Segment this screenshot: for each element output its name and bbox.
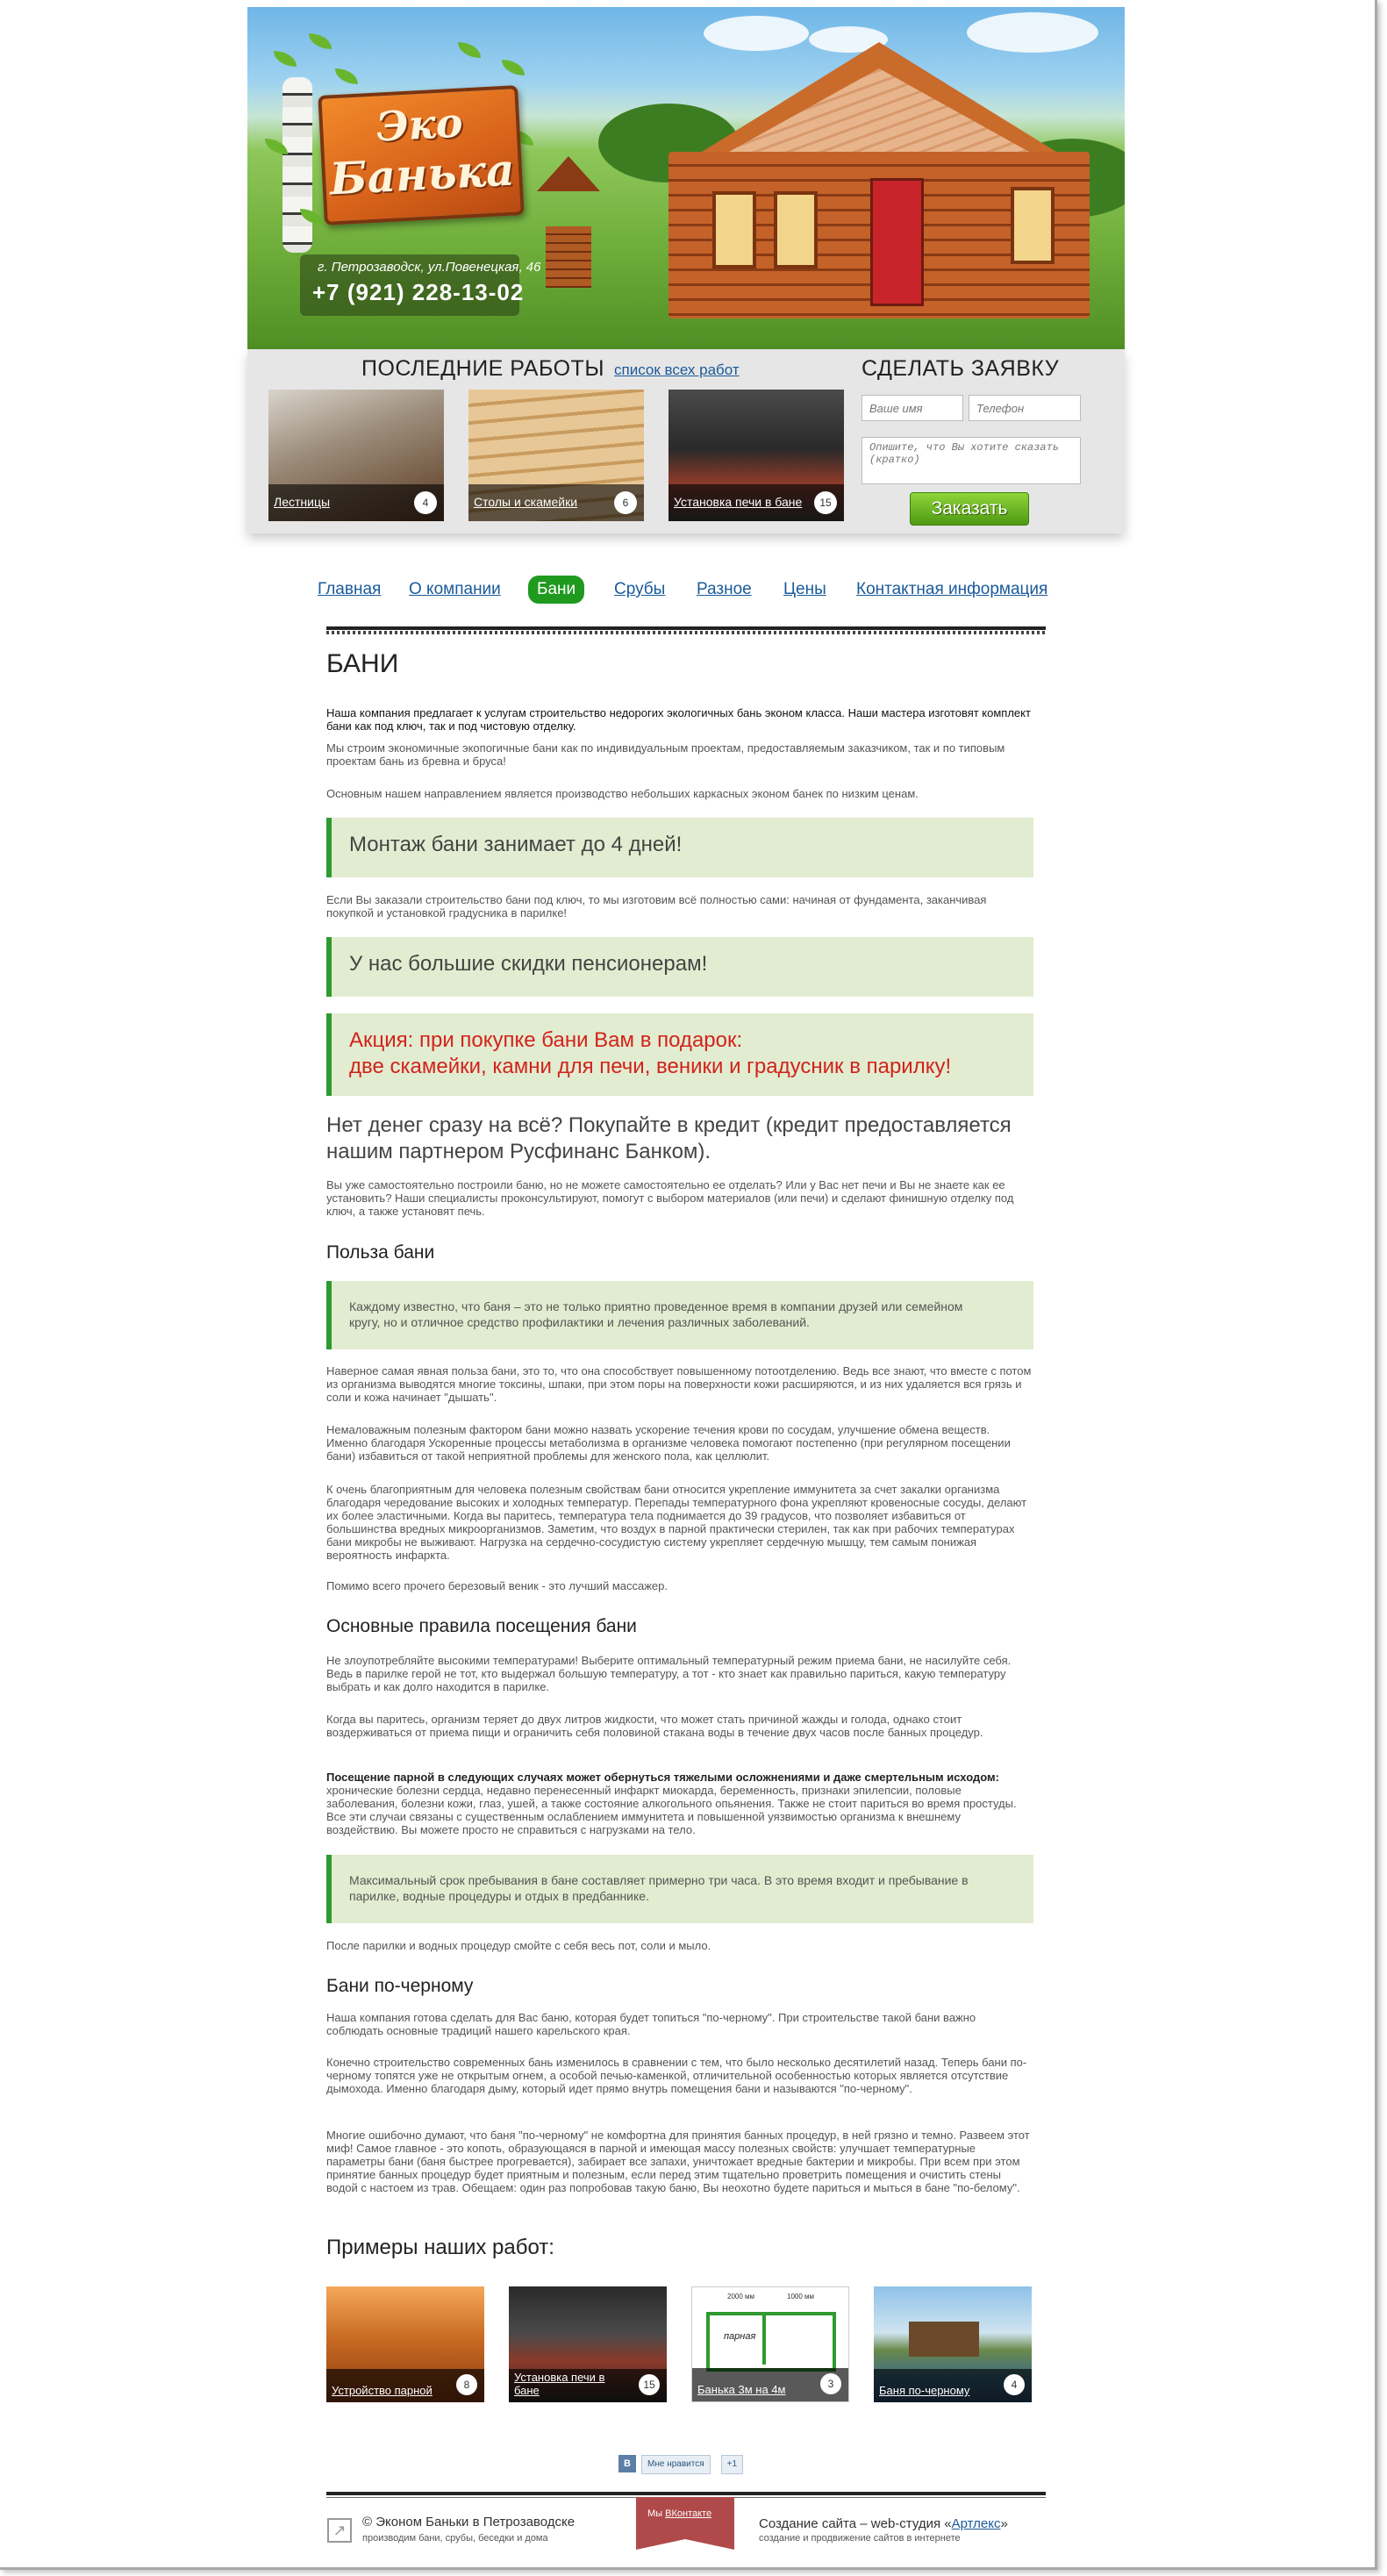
plan-room-label: парная [724, 2331, 756, 2342]
rules-paragraph: Не злоупотребляйте высокими температурами! Выберите оптимальный температурный режим приема бани, не насилуйте себя. Ведь в парилке герой не тот, кто выдержал большую температуру, а тот - кто знает как правильно париться, какую температуру выбрать и как долго находится в парилке. [326, 1654, 1012, 1693]
all-works-link[interactable]: список всех работ [614, 361, 740, 378]
leaf-icon [274, 51, 297, 67]
benefit-paragraph: Наверное самая явная польза бани, это то, что она способствует повышенному потоотделению. Ведь все знают, что вместе с потом из организма выводятся многие токсины, шпаки, при этом поры на поверхности кожи расширяются, и из них удаляется вся грязь и соли и кожа начинает "дышать". [326, 1364, 1032, 1404]
banya-house-image [660, 42, 1098, 323]
leaf-icon [502, 60, 525, 75]
example-work-card[interactable] [509, 2286, 667, 2402]
example-work-card[interactable] [874, 2286, 1032, 2402]
nav-item-about[interactable]: О компании [409, 580, 501, 598]
vk-icon: В [618, 2455, 636, 2472]
callout-text: Монтаж бани занимает до 4 дней! [349, 833, 683, 856]
info-callout [326, 818, 1033, 877]
recent-work-card[interactable] [468, 390, 644, 521]
promo-line: две скамейки, камни для печи, веники и градусник в парилку! [349, 1055, 952, 1078]
nav-item-prices[interactable]: Цены [783, 580, 826, 598]
external-arrow-icon: ↗ [327, 2518, 352, 2543]
phone-number: +7 (921) 228-13-02 [312, 279, 525, 305]
benefit-paragraph: К очень благоприятным для человека полезным свойствам бани относится укрепление иммунитета за счет закалки организма благодаря чередование высоких и холодных температур. Перепады температурного фона укрепляют кровеносные сосуды, делают их более эластичными. Когда вы паритесь, температура тела поднимается до 39 градусов, что позволяет избавиться от большинства вредных микроорганизмов. Заметим, что воздух в парной практически стерилен, так как при рабочих температурах бани микробы не выживают. Нагрузка на сердечно-сосудистую систему укрепляет сердечную мышцу, тем самым понижая вероятность инфаркта. [326, 1483, 1027, 1562]
rules-warning-bold: Посещение парной в следующих случаях может обернуться тяжелыми осложнениями и даже смертельным исходом: [326, 1771, 999, 1784]
benefit-heading: Польза бани [326, 1242, 435, 1263]
name-field[interactable] [862, 395, 963, 421]
nav-item-home[interactable]: Главная [318, 580, 382, 598]
site-logo[interactable] [318, 85, 524, 225]
benefit-paragraph: Помимо всего прочего березовый веник - это лучший массажер. [326, 1579, 668, 1592]
recent-work-card[interactable] [268, 390, 444, 521]
window-icon [1011, 187, 1055, 264]
promo-callout [326, 1013, 1033, 1096]
window-icon [712, 191, 756, 268]
benefit-callout [326, 1281, 1033, 1349]
example-work-label[interactable]: Установка печи в бане [514, 2371, 605, 2397]
turnkey-paragraph: Если Вы заказали строительство бани под ключ, то мы изготовим всё полностью сами: начиная от фундамента, заканчивая покупкой и установкой градусника в парилке! [326, 893, 987, 919]
credit-paragraph: Вы уже самостоятельно построили баню, но не можете самостоятельно ее отделать? Или у Вас нет печи и Вы не знаете как ее установить? Наши специалисты проконсультируют, помогут с выбором материалов (или печи) и сделают финишную отделку под ключ, а также установят печь. [326, 1178, 1014, 1218]
plan-dimension: 1000 мм [787, 2293, 815, 2301]
example-work-label[interactable]: Устройство парной [332, 2384, 433, 2397]
studio-link[interactable]: Артлекс [951, 2516, 1001, 2531]
black-banya-paragraph: Наша компания готова сделать для Вас баню, которая будет топиться "по-черному". При строительстве такой бани важно соблюдать основные традиций нашего карельского края. [326, 2011, 976, 2037]
examples-heading: Примеры наших работ: [326, 2236, 554, 2259]
benefit-paragraph: Немаловажным полезным фактором бани можно назвать ускорение течения крови по сосудам, улучшение обмена веществ. Именно благодаря Ускоренные процессы метаболизма в организме человека помогают постепенно (при регулярном посещении бани) избавиться от такой неприятной проблемы для женского пола, как целлюлит. [326, 1423, 1011, 1463]
rules-callout [326, 1855, 1033, 1923]
rules-heading: Основные правила посещения бани [326, 1616, 637, 1636]
footer-studio: Создание сайта – web-студия «Артлекс» [759, 2516, 1008, 2531]
photo-count-badge: 8 [456, 2374, 477, 2395]
rules-paragraph: Когда вы паритесь, организм теряет до двух литров жидкости, что может стать причиной жажды и голода, однако стоит воздерживаться от приема пищи и ограничить себя половиной стакана воды в течение двух часов после банных процедур. [326, 1713, 983, 1739]
example-work-card[interactable] [691, 2286, 849, 2402]
photo-count-badge: 3 [820, 2373, 841, 2394]
rules-warning-text: хронические болезни сердца, недавно перенесенный инфаркт миокарда, беременность, признаки эпилепсии, половые заболевания, болезни кожи, глаз, ушей, а также состояние алкогольного опьянения. Также не стоит париться во время простуды. Все эти случаи связаны с существенным ослаблением иммунитета и повышенной уязвимостью организма к внешнему воздействию. Вы можете просто не справиться с нагрузками на тело. [326, 1784, 1017, 1836]
callout-text: Каждому известно, что баня – это не только приятно проведенное время в компании друзей или семейном кругу, но и отличное средство профилактики и лечения различных заболеваний. [349, 1299, 963, 1329]
black-banya-paragraph: Конечно строительство современных бань изменилось в сравнении с тем, что было несколько десятилетий назад. Теперь бани по-черному топятся уже не открытым огнем, а особой печью-каменкой, отличительной особенностью которых является отсутствие дымохода. Именно благодаря дыму, который идет прямо внутрь помещения бани и называются "по-черному". [326, 2056, 1027, 2095]
order-title: СДЕЛАТЬ ЗАЯВКУ [862, 356, 1060, 381]
recent-work-card[interactable] [668, 390, 844, 521]
footer-divider [326, 2492, 1046, 2495]
leaf-icon [309, 33, 332, 49]
logo-line2: Банька [328, 143, 516, 205]
nav-item-misc[interactable]: Разное [697, 580, 752, 598]
message-field[interactable] [862, 437, 1081, 484]
recent-work-label[interactable]: Лестницы [274, 495, 331, 509]
callout-text: Максимальный срок пребывания в бане составляет примерно три часа. В это время входит и пребывание в парилке, водные процедуры и отдых в предбаннике. [349, 1873, 969, 1903]
recent-works-title: ПОСЛЕДНИЕ РАБОТЫ [361, 356, 604, 381]
logo-line1: Эко [375, 98, 464, 151]
page-title: БАНИ [326, 649, 399, 678]
vk-group-link[interactable]: ВКонтакте [665, 2508, 712, 2519]
intro-paragraph: Мы строим экономичные экопогичные бани как по индивидуальным проектам, предоставляемым заказчиком, так и по типовым проектам бань из бревна и бруса! [326, 741, 1005, 768]
recent-work-label[interactable]: Установка печи в бане [674, 495, 803, 509]
footer-copyright-sub: производим бани, срубы, беседки и дома [362, 2533, 548, 2544]
credit-heading: Нет денег сразу на всё? Покупайте в кредит (кредит предоставляется нашим партнером Русфинанс Банком). [326, 1113, 1012, 1163]
leaf-icon [458, 42, 481, 58]
nav-item-banya[interactable]: Бани [528, 576, 584, 604]
photo-count-badge: 4 [1004, 2374, 1025, 2395]
works-order-strip [247, 349, 1125, 533]
photo-count-badge: 15 [639, 2374, 660, 2395]
window-icon [774, 191, 818, 268]
photo-count-badge: 15 [814, 491, 837, 514]
photo-count-badge: 6 [614, 491, 637, 514]
leaf-icon [335, 68, 358, 84]
black-banya-heading: Бани по-черному [326, 1976, 474, 1996]
intro-paragraph: Основным нашем направлением является производство небольших каркасных эконом банек по низким ценам. [326, 787, 919, 800]
floor-plan-image [706, 2312, 836, 2372]
info-callout [326, 937, 1033, 997]
rules-paragraph: После парилки и водных процедур смойте с себя весь пот, соли и мыло. [326, 1939, 711, 1952]
recent-work-label[interactable]: Столы и скамейки [474, 495, 578, 509]
nav-item-log-frames[interactable]: Срубы [614, 580, 666, 598]
footer-studio-sub: создание и продвижение сайтов в интернете [759, 2533, 961, 2544]
example-work-label[interactable]: Банька 3м на 4м [697, 2383, 786, 2396]
header-banner [247, 7, 1125, 349]
social-like-bar [618, 2455, 743, 2474]
address: г. Петрозаводск, ул.Повенецкая, 46 [318, 260, 541, 275]
example-work-label[interactable]: Баня по-черному [879, 2384, 970, 2397]
intro-bold-text: Наша компания предлагает к услугам строительство недорогих экологичных бань эконом класса. Наши мастера изготовят комплект бани как под ключ, так и под чистовую отделку. [326, 706, 1031, 733]
example-work-card[interactable] [326, 2286, 484, 2402]
nav-divider-dots [326, 631, 1046, 634]
footer-copyright: © Эконом Баньки в Петрозаводске [362, 2515, 576, 2529]
nav-divider [326, 626, 1046, 630]
birch-log-image [282, 77, 312, 253]
vk-like-button[interactable]: Мне нравится [641, 2455, 711, 2474]
plus-one-button[interactable]: +1 [721, 2455, 743, 2474]
order-submit-button[interactable]: Заказать [910, 492, 1029, 526]
photo-count-badge: 4 [414, 491, 437, 514]
promo-line: Акция: при покупке бани Вам в подарок: [349, 1028, 743, 1052]
phone-field[interactable] [969, 395, 1081, 421]
callout-text: У нас большие скидки пенсионерам! [349, 952, 708, 976]
black-banya-image [909, 2322, 979, 2357]
well-image [537, 156, 598, 288]
black-banya-paragraph: Многие ошибочно думают, что баня "по-черному" не комфортна для принятия банных процедур, в ней грязно и темно. Развеем этот миф! Самое главное - это копоть, образующаяся в парной и имеющая массу полезных свойств: улучшает температурные параметры бани (баня быстрее прогревается), забирает все запахи, уничтожает вредные бактерии и микробы. При всем при этом принятие банных процедур будет приятным и полезным, если перед этим тщательно проветрить помещения и очистить стены водой с настоем из трав. Обещаем: один раз попробовав такую баню, Вы неохотно будете париться и мыться в бане "по-белому". [326, 2129, 1030, 2194]
rules-warning-paragraph [326, 1771, 1033, 1836]
plan-dimension: 2000 мм [727, 2293, 755, 2301]
nav-item-contacts[interactable]: Контактная информация [856, 580, 1048, 598]
vk-ribbon-text: Мы ВКонтакте [647, 2508, 712, 2519]
door-icon [870, 178, 924, 306]
